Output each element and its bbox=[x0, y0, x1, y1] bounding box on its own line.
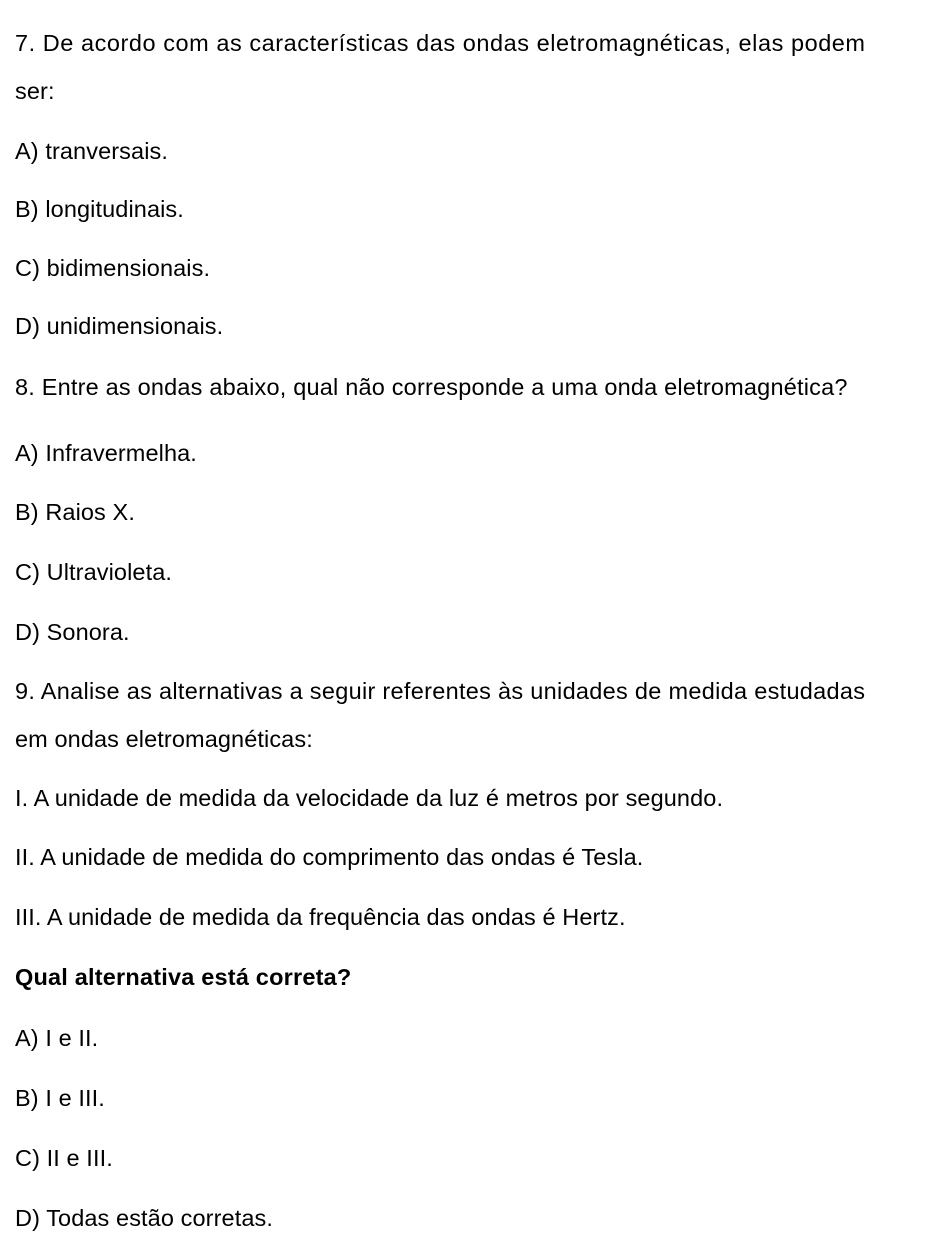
question-9-prompt: Qual alternativa está correta? bbox=[15, 964, 352, 990]
question-7-stem-line-1: 7. De acordo com as características das ondas eletromagnéticas, elas podem bbox=[15, 30, 866, 56]
question-7-option-a: A) tranversais. bbox=[15, 138, 168, 164]
question-8-option-a: A) Infravermelha. bbox=[15, 440, 197, 466]
question-9-option-b: B) I e III. bbox=[15, 1085, 105, 1111]
question-8-option-d: D) Sonora. bbox=[15, 619, 130, 645]
question-9-option-d: D) Todas estão corretas. bbox=[15, 1205, 273, 1231]
question-8-option-b: B) Raios X. bbox=[15, 499, 135, 525]
question-8-option-c: C) Ultravioleta. bbox=[15, 559, 173, 585]
question-7-option-b: B) longitudinais. bbox=[15, 196, 184, 222]
question-8-stem: 8. Entre as ondas abaixo, qual não corresponde a uma onda eletromagnética? bbox=[15, 374, 848, 400]
question-9-stem-line-2: em ondas eletromagnéticas: bbox=[15, 726, 313, 752]
question-7-stem-line-2: ser: bbox=[15, 78, 55, 104]
question-9-stem-line-1: 9. Analise as alternativas a seguir referentes às unidades de medida estudadas bbox=[15, 678, 866, 704]
question-9-statement-1: I. A unidade de medida da velocidade da luz é metros por segundo. bbox=[15, 785, 724, 811]
question-7-option-d: D) unidimensionais. bbox=[15, 313, 224, 339]
question-9-option-a: A) I e II. bbox=[15, 1025, 99, 1051]
question-9-statement-3: III. A unidade de medida da frequência das ondas é Hertz. bbox=[15, 904, 626, 930]
question-9-statement-2: II. A unidade de medida do comprimento das ondas é Tesla. bbox=[15, 844, 644, 870]
question-7-option-c: C) bidimensionais. bbox=[15, 255, 211, 281]
question-9-option-c: C) II e III. bbox=[15, 1145, 113, 1171]
